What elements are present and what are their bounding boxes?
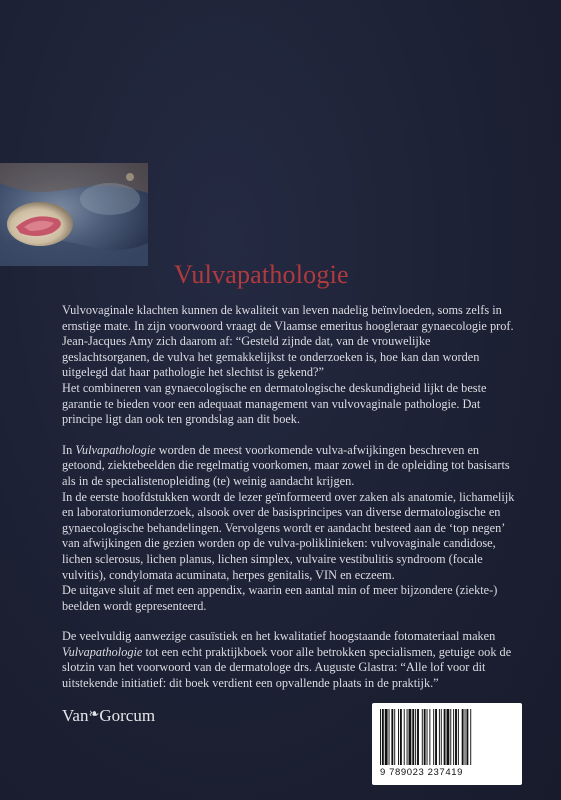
barcode-bar xyxy=(385,709,388,765)
barcode-bar xyxy=(404,709,405,765)
text-segment: In xyxy=(62,442,76,457)
barcode-bar xyxy=(417,709,419,765)
barcode-bar xyxy=(447,709,450,765)
barcode-bar xyxy=(465,709,466,765)
barcode-bar xyxy=(389,709,390,765)
blurb-paragraph xyxy=(62,443,518,490)
barcode-bar xyxy=(382,709,384,765)
barcode-bar xyxy=(394,709,395,765)
barcode-bar xyxy=(435,709,437,765)
barcode-bar xyxy=(462,709,464,765)
blurb-paragraph xyxy=(62,303,518,381)
isbn-barcode xyxy=(372,703,522,785)
barcode-bar xyxy=(470,709,471,765)
barcode-bar xyxy=(441,709,442,765)
barcode-bar xyxy=(424,709,426,765)
barcode-bar xyxy=(391,709,393,765)
barcode-bar xyxy=(415,709,416,765)
barcode-bar xyxy=(409,709,412,765)
text-segment: worden de meest voorkomende vulva-afwijkingen beschreven en getoond, ziektebeelden die regelmatig voorkomen, maar zowel in de opleiding tot basisarts als in de specialistenopleiding (te) weinig aandacht krijgen. xyxy=(62,442,510,488)
barcode-bar xyxy=(427,709,428,765)
barcode-bar xyxy=(450,709,451,765)
text-segment: In de eerste hoofdstukken wordt de lezer geïnformeerd over zaken als anatomie, lichamelijk en laboratoriumonderzoek, alsook over de basisprincipes van diverse dermatologische en gynaecologische behandelingen. Vervolgens wordt er aandacht besteed aan de ‘top negen’ van afwijkingen die gezien worden op de vulva-poliklinieken: vulvovaginale candidose, lichen sclerosus, lichen planus, lichen simplex, vulvaire vestibulitis syndroom (focale vulvitis), condylomata acuminata, herpes genitalis, VIN en eczeem. xyxy=(62,489,515,582)
blurb-paragraph xyxy=(62,583,518,614)
barcode-bar xyxy=(400,709,402,765)
book-title-inline: Vulvapathologie xyxy=(62,644,143,659)
barcode-bar xyxy=(422,709,423,765)
barcode-bars xyxy=(380,709,514,765)
book-title-inline: Vulvapathologie xyxy=(75,442,156,457)
barcode-bar xyxy=(380,709,381,765)
barcode-bar xyxy=(412,709,414,765)
publisher-logo xyxy=(62,706,155,726)
text-segment: De uitgave sluit af met een appendix, waarin een aantal min of meer bijzondere (ziekte-) beelden wordt gepresenteerd. xyxy=(62,583,498,613)
text-segment: Vulvovaginale klachten kunnen de kwaliteit van leven nadelig beïnvloeden, soms zelfs in ernstige mate. In zijn voorwoord vraagt de Vlaamse emeritus hoogleraar gynaecologie prof. Jean-Jacques Amy zich daarom af: “Gesteld zijnde dat, van de vrouwelijke geslachtsorganen, de vulva het gemakkelijkst te onderzoeken is, hoe kan dan worden uitgelegd dat haar pathologie het slechtst is gekend?” xyxy=(62,303,514,380)
blurb-paragraph xyxy=(62,381,518,428)
cover-painting xyxy=(0,163,148,266)
text-segment: Het combineren van gynaecologische en dermatologische deskundigheid lijkt de beste garantie te bieden voor een adequaat management van vulvovaginale pathologie. Dat principe ligt dan ook ten grondslag aan dit boek. xyxy=(62,380,487,427)
paragraph-gap xyxy=(62,428,518,443)
publisher-mark-icon: ❧ xyxy=(88,706,100,721)
barcode-bar xyxy=(455,709,457,765)
text-segment: De veelvuldig aanwezige casuïstiek en het kwalitatief hoogstaande fotomateriaal maken xyxy=(62,629,496,644)
barcode-bar xyxy=(433,709,434,765)
barcode-bar xyxy=(444,709,446,765)
barcode-bar xyxy=(453,709,454,765)
text-segment: tot een echt praktijkboek voor alle betrokken specialismen, getuige ook de slotzin van het voorwoord van de dermatologe drs. Auguste Glastra: “Alle lof voor dit uitstekende initiatief: dit boek verdient een opvallende plaats in de praktijk.” xyxy=(62,644,512,691)
barcode-bar xyxy=(439,709,440,765)
barcode-bar xyxy=(466,709,468,765)
barcode-bar xyxy=(429,709,430,765)
publisher-name-post: Gorcum xyxy=(99,706,156,725)
blurb-paragraph xyxy=(62,629,518,691)
barcode-bar xyxy=(407,709,408,765)
paragraph-gap xyxy=(62,614,518,629)
book-title: Vulvapathologie xyxy=(174,260,349,289)
barcode-bar xyxy=(458,709,459,765)
barcode-bar xyxy=(398,709,399,765)
blurb-text xyxy=(62,303,518,692)
isbn-number: 9 789023 237419 xyxy=(380,767,463,778)
publisher-name-pre: Van xyxy=(62,706,89,725)
blurb-paragraph xyxy=(62,490,518,584)
